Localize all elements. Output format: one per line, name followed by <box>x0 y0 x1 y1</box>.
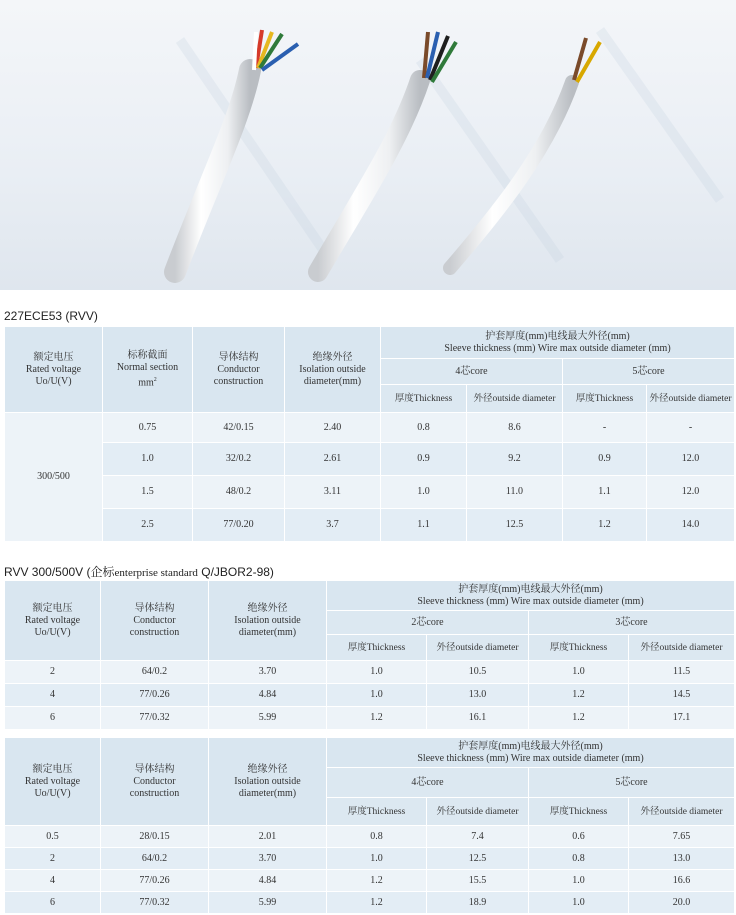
table-cell: 1.2 <box>327 892 427 914</box>
table-cell: 2 <box>5 661 101 684</box>
t2-sub-thickness: 厚度Thickness <box>529 635 629 661</box>
table-cell: 16.6 <box>629 870 735 892</box>
table-cell: 0.8 <box>381 413 467 443</box>
table-cell: 42/0.15 <box>193 413 285 443</box>
table-cell: 3.70 <box>209 661 327 684</box>
cable-2core-image <box>450 38 600 268</box>
table3 <box>4 737 735 914</box>
table-cell: 32/0.2 <box>193 443 285 476</box>
table-cell: 1.0 <box>381 476 467 509</box>
t2-sleeve-header: 护套厚度(mm)电线最大外径(mm) Sleeve thickness (mm) Wire max outside diameter (mm) <box>327 581 735 611</box>
t2-group-2core: 2芯core <box>327 611 529 635</box>
table-cell: 5.99 <box>209 707 327 730</box>
table-cell: 16.1 <box>427 707 529 730</box>
table-cell: 1.2 <box>529 684 629 707</box>
table-cell: 77/0.32 <box>101 892 209 914</box>
t2-col-isolation: 绝缘外径 Isolation outside diameter(mm) <box>209 581 327 661</box>
t1-col-rated: 额定电压 Rated voltage Uo/U(V) <box>5 327 103 413</box>
table-cell: 20.0 <box>629 892 735 914</box>
table-cell: 13.0 <box>427 684 529 707</box>
table-cell: 9.2 <box>467 443 563 476</box>
table-cell: 1.1 <box>381 509 467 542</box>
table-cell: 12.0 <box>647 476 735 509</box>
t1-sub-thickness: 厚度Thickness <box>381 385 467 413</box>
t3-col-isolation: 绝缘外径 Isolation outside diameter(mm) <box>209 738 327 826</box>
table-cell: 0.5 <box>5 826 101 848</box>
table1 <box>4 326 735 542</box>
t3-group-4core: 4芯core <box>327 768 529 798</box>
t1-col-conductor: 导体结构 Conductor construction <box>193 327 285 413</box>
table1-title: 227ECE53 (RVV) <box>4 309 98 323</box>
table-cell: 1.2 <box>327 707 427 730</box>
t1-col-section: 标称截面 Normal section $mm^2$ <box>103 327 193 413</box>
cables-illustration <box>0 0 736 290</box>
table-row <box>5 509 735 542</box>
table-cell: - <box>563 413 647 443</box>
table-cell: 0.8 <box>529 848 629 870</box>
table-cell: 2 <box>5 848 101 870</box>
table-cell: 4.84 <box>209 870 327 892</box>
table-row <box>5 826 735 848</box>
table-cell: 3.70 <box>209 848 327 870</box>
table-cell: 0.8 <box>327 826 427 848</box>
table-cell: 1.0 <box>103 443 193 476</box>
t3-sub-diameter: 外径outside diameter <box>629 798 735 826</box>
table-row <box>5 413 735 443</box>
t1-sub-diameter: 外径outside diameter <box>467 385 563 413</box>
t3-sleeve-header: 护套厚度(mm)电线最大外径(mm) Sleeve thickness (mm) Wire max outside diameter (mm) <box>327 738 735 768</box>
table-row <box>5 684 735 707</box>
table-cell: 1.2 <box>327 870 427 892</box>
table-cell: 1.5 <box>103 476 193 509</box>
table-cell: 64/0.2 <box>101 661 209 684</box>
table-cell: 77/0.26 <box>101 870 209 892</box>
t1-sleeve-header: 护套厚度(mm)电线最大外径(mm) Sleeve thickness (mm) Wire max outside diameter (mm) <box>381 327 735 359</box>
t2-group-3core: 3芯core <box>529 611 735 635</box>
t1-sub-thickness: 厚度Thickness <box>563 385 647 413</box>
table-row <box>5 476 735 509</box>
table-cell: 2.40 <box>285 413 381 443</box>
table-cell: 6 <box>5 892 101 914</box>
table-cell: - <box>647 413 735 443</box>
table-cell: 10.5 <box>427 661 529 684</box>
table-row <box>5 707 735 730</box>
t2-sub-diameter: 外径outside diameter <box>629 635 735 661</box>
t1-voltage: 300/500 <box>5 413 103 542</box>
cable-5core-image <box>318 32 456 272</box>
table-cell: 11.5 <box>629 661 735 684</box>
table-cell: 8.6 <box>467 413 563 443</box>
table-cell: 7.65 <box>629 826 735 848</box>
table-cell: 12.5 <box>467 509 563 542</box>
t1-sub-diameter: 外径outside diameter <box>647 385 735 413</box>
table-cell: 14.0 <box>647 509 735 542</box>
table-cell: 48/0.2 <box>193 476 285 509</box>
table-cell: 77/0.26 <box>101 684 209 707</box>
table-cell: 77/0.20 <box>193 509 285 542</box>
table-cell: 17.1 <box>629 707 735 730</box>
table-cell: 2.5 <box>103 509 193 542</box>
t2-sub-diameter: 外径outside diameter <box>427 635 529 661</box>
t3-sub-thickness: 厚度Thickness <box>327 798 427 826</box>
t2-col-rated: 额定电压 Rated voltage Uo/U(V) <box>5 581 101 661</box>
table-row <box>5 870 735 892</box>
table-cell: 1.0 <box>529 870 629 892</box>
table-row <box>5 892 735 914</box>
table-cell: 0.6 <box>529 826 629 848</box>
table-cell: 2.61 <box>285 443 381 476</box>
t3-col-rated: 额定电压 Rated voltage Uo/U(V) <box>5 738 101 826</box>
table-cell: 1.0 <box>327 684 427 707</box>
table-cell: 13.0 <box>629 848 735 870</box>
table-cell: 7.4 <box>427 826 529 848</box>
t1-col-isolation: 绝缘外径 Isolation outside diameter(mm) <box>285 327 381 413</box>
t3-col-conductor: 导体结构 Conductor construction <box>101 738 209 826</box>
table-cell: 0.9 <box>563 443 647 476</box>
table-row <box>5 443 735 476</box>
product-photo <box>0 0 736 290</box>
table-cell: 3.7 <box>285 509 381 542</box>
table-cell: 4 <box>5 684 101 707</box>
table-cell: 11.0 <box>467 476 563 509</box>
table-cell: 12.5 <box>427 848 529 870</box>
t3-sub-thickness: 厚度Thickness <box>529 798 629 826</box>
table-cell: 2.01 <box>209 826 327 848</box>
table-cell: 1.2 <box>563 509 647 542</box>
table-cell: 5.99 <box>209 892 327 914</box>
table-cell: 1.0 <box>327 661 427 684</box>
table-cell: 0.9 <box>381 443 467 476</box>
table-cell: 18.9 <box>427 892 529 914</box>
table-cell: 1.0 <box>529 892 629 914</box>
table-row <box>5 661 735 684</box>
table-cell: 1.0 <box>327 848 427 870</box>
t1-group-5core: 5芯core <box>563 359 735 385</box>
table-cell: 4.84 <box>209 684 327 707</box>
t2-col-conductor: 导体结构 Conductor construction <box>101 581 209 661</box>
table-cell: 1.2 <box>529 707 629 730</box>
table-cell: 15.5 <box>427 870 529 892</box>
table-row <box>5 848 735 870</box>
table-cell: 0.75 <box>103 413 193 443</box>
table2-title: RVV 300/500V (企标enterprise standard Q/JBOR2-98) <box>4 565 274 579</box>
t2-sub-thickness: 厚度Thickness <box>327 635 427 661</box>
table-cell: 1.1 <box>563 476 647 509</box>
table-cell: 3.11 <box>285 476 381 509</box>
t3-group-5core: 5芯core <box>529 768 735 798</box>
table-cell: 4 <box>5 870 101 892</box>
table-cell: 6 <box>5 707 101 730</box>
t1-group-4core: 4芯core <box>381 359 563 385</box>
table-cell: 1.0 <box>529 661 629 684</box>
t3-sub-diameter: 外径outside diameter <box>427 798 529 826</box>
table-cell: 12.0 <box>647 443 735 476</box>
table-cell: 64/0.2 <box>101 848 209 870</box>
table-cell: 28/0.15 <box>101 826 209 848</box>
table-cell: 77/0.32 <box>101 707 209 730</box>
table2 <box>4 580 735 730</box>
table-cell: 14.5 <box>629 684 735 707</box>
